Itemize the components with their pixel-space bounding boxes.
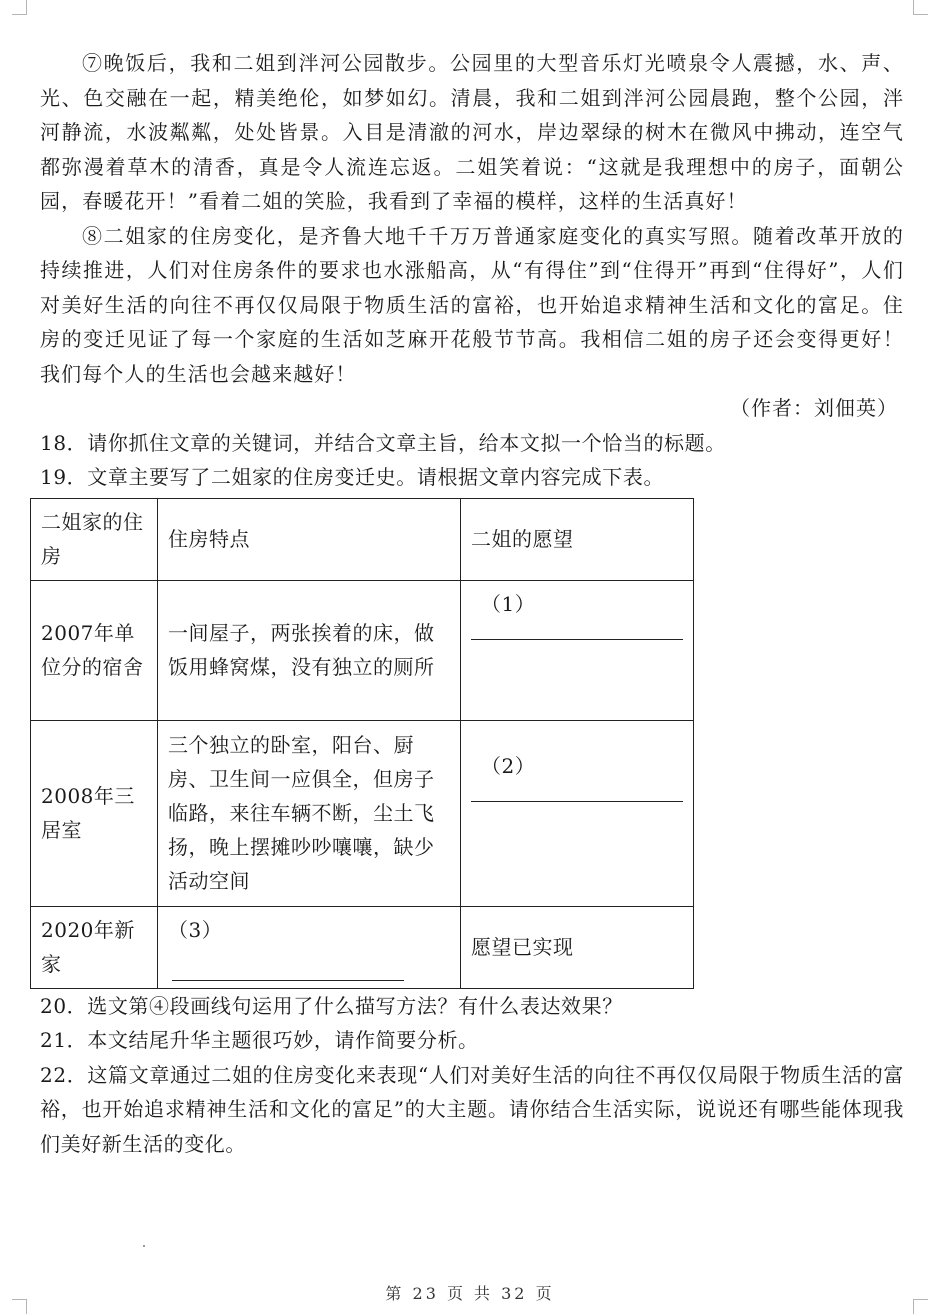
answer-blank-label: （3） <box>168 918 223 942</box>
answer-blank-line[interactable] <box>172 958 404 981</box>
question-19: 19．文章主要写了二姐家的住房变迁史。请根据文章内容完成下表。 <box>40 465 665 489</box>
cell-house: 2008年三居室 <box>31 720 158 906</box>
paragraph-8: ⑧二姐家的住房变化，是齐鲁大地千千万万普通家庭变化的真实写照。随着改革开放的持续推进，人们对住房条件的要求也水涨船高，从“有得住”到“住得开”再到“住得好”，人们对美好生活的向往不再仅仅局限于物质生活的富裕，也开始追求精神生活和文化的富足。住房的变迁见证了每一个家庭的生活如芝麻开花般节节高。我相信二姐的房子还会变得更好！我们每个人的生活也会越来越好！ <box>40 223 904 386</box>
answer-blank-line[interactable] <box>471 787 683 802</box>
table-header-row <box>31 498 694 580</box>
cell-feature <box>158 906 461 988</box>
header-cell-wish: 二姐的愿望 <box>461 498 694 580</box>
cell-house: 2007年单位分的宿舍 <box>31 580 158 720</box>
author-line: （作者：刘佃英） <box>730 396 898 420</box>
housing-table <box>30 498 694 989</box>
cell-feature: 一间屋子，两张挨着的床，做饭用蜂窝煤，没有独立的厕所 <box>158 580 461 720</box>
answer-blank-label: （1） <box>481 591 536 616</box>
speck <box>143 1245 145 1247</box>
cell-wish <box>461 580 694 720</box>
document-body <box>40 46 904 1161</box>
question-18: 18．请你抓住文章的关键词，并结合文章主旨，给本文拟一个恰当的标题。 <box>40 430 726 455</box>
header-cell-feature: 住房特点 <box>158 498 461 580</box>
crop-mark-top-left <box>12 0 27 15</box>
cell-wish: 愿望已实现 <box>461 906 694 988</box>
header-cell-house: 二姐家的住房 <box>31 498 158 580</box>
question-22: 22．这篇文章通过二姐的住房变化来表现“人们对美好生活的向往不再仅仅局限于物质生活的富裕，也开始追求精神生活和文化的富足”的大主题。请你结合生活实际，说说还有哪些能体现我们美好新生活的变化。 <box>40 1062 904 1156</box>
table-row <box>31 580 694 720</box>
answer-blank-line[interactable] <box>471 625 683 640</box>
cell-feature: 三个独立的卧室，阳台、厨房、卫生间一应俱全，但房子临路，来往车辆不断，尘土飞扬，晚上摆摊吵吵嚷嚷，缺少活动空间 <box>158 720 461 906</box>
paragraph-7: ⑦晚饭后，我和二姐到泮河公园散步。公园里的大型音乐灯光喷泉令人震撼，水、声、光、色交融在一起，精美绝伦，如梦如幻。清晨，我和二姐到泮河公园晨跑，整个公园，泮河静流，水波粼粼，处处皆景。入目是清澈的河水，岸边翠绿的树木在微风中拂动，连空气都弥漫着草木的清香，真是令人流连忘返。二姐笑着说：“这就是我理想中的房子，面朝公园，春暖花开！”看着二姐的笑脸，我看到了幸福的模样，这样的生活真好！ <box>40 51 904 213</box>
cell-wish <box>461 720 694 906</box>
cell-house: 2020年新家 <box>31 906 158 988</box>
crop-mark-top-right <box>913 0 928 15</box>
question-20: 20．选文第④段画线句运用了什么描写方法？有什么表达效果？ <box>40 993 623 1018</box>
table-row <box>31 906 694 988</box>
question-21: 21．本文结尾升华主题很巧妙，请作简要分析。 <box>40 1028 479 1052</box>
page-number: 第 23 页 共 32 页 <box>385 1284 555 1303</box>
answer-blank-label: （2） <box>481 753 536 778</box>
table-row <box>31 720 694 906</box>
